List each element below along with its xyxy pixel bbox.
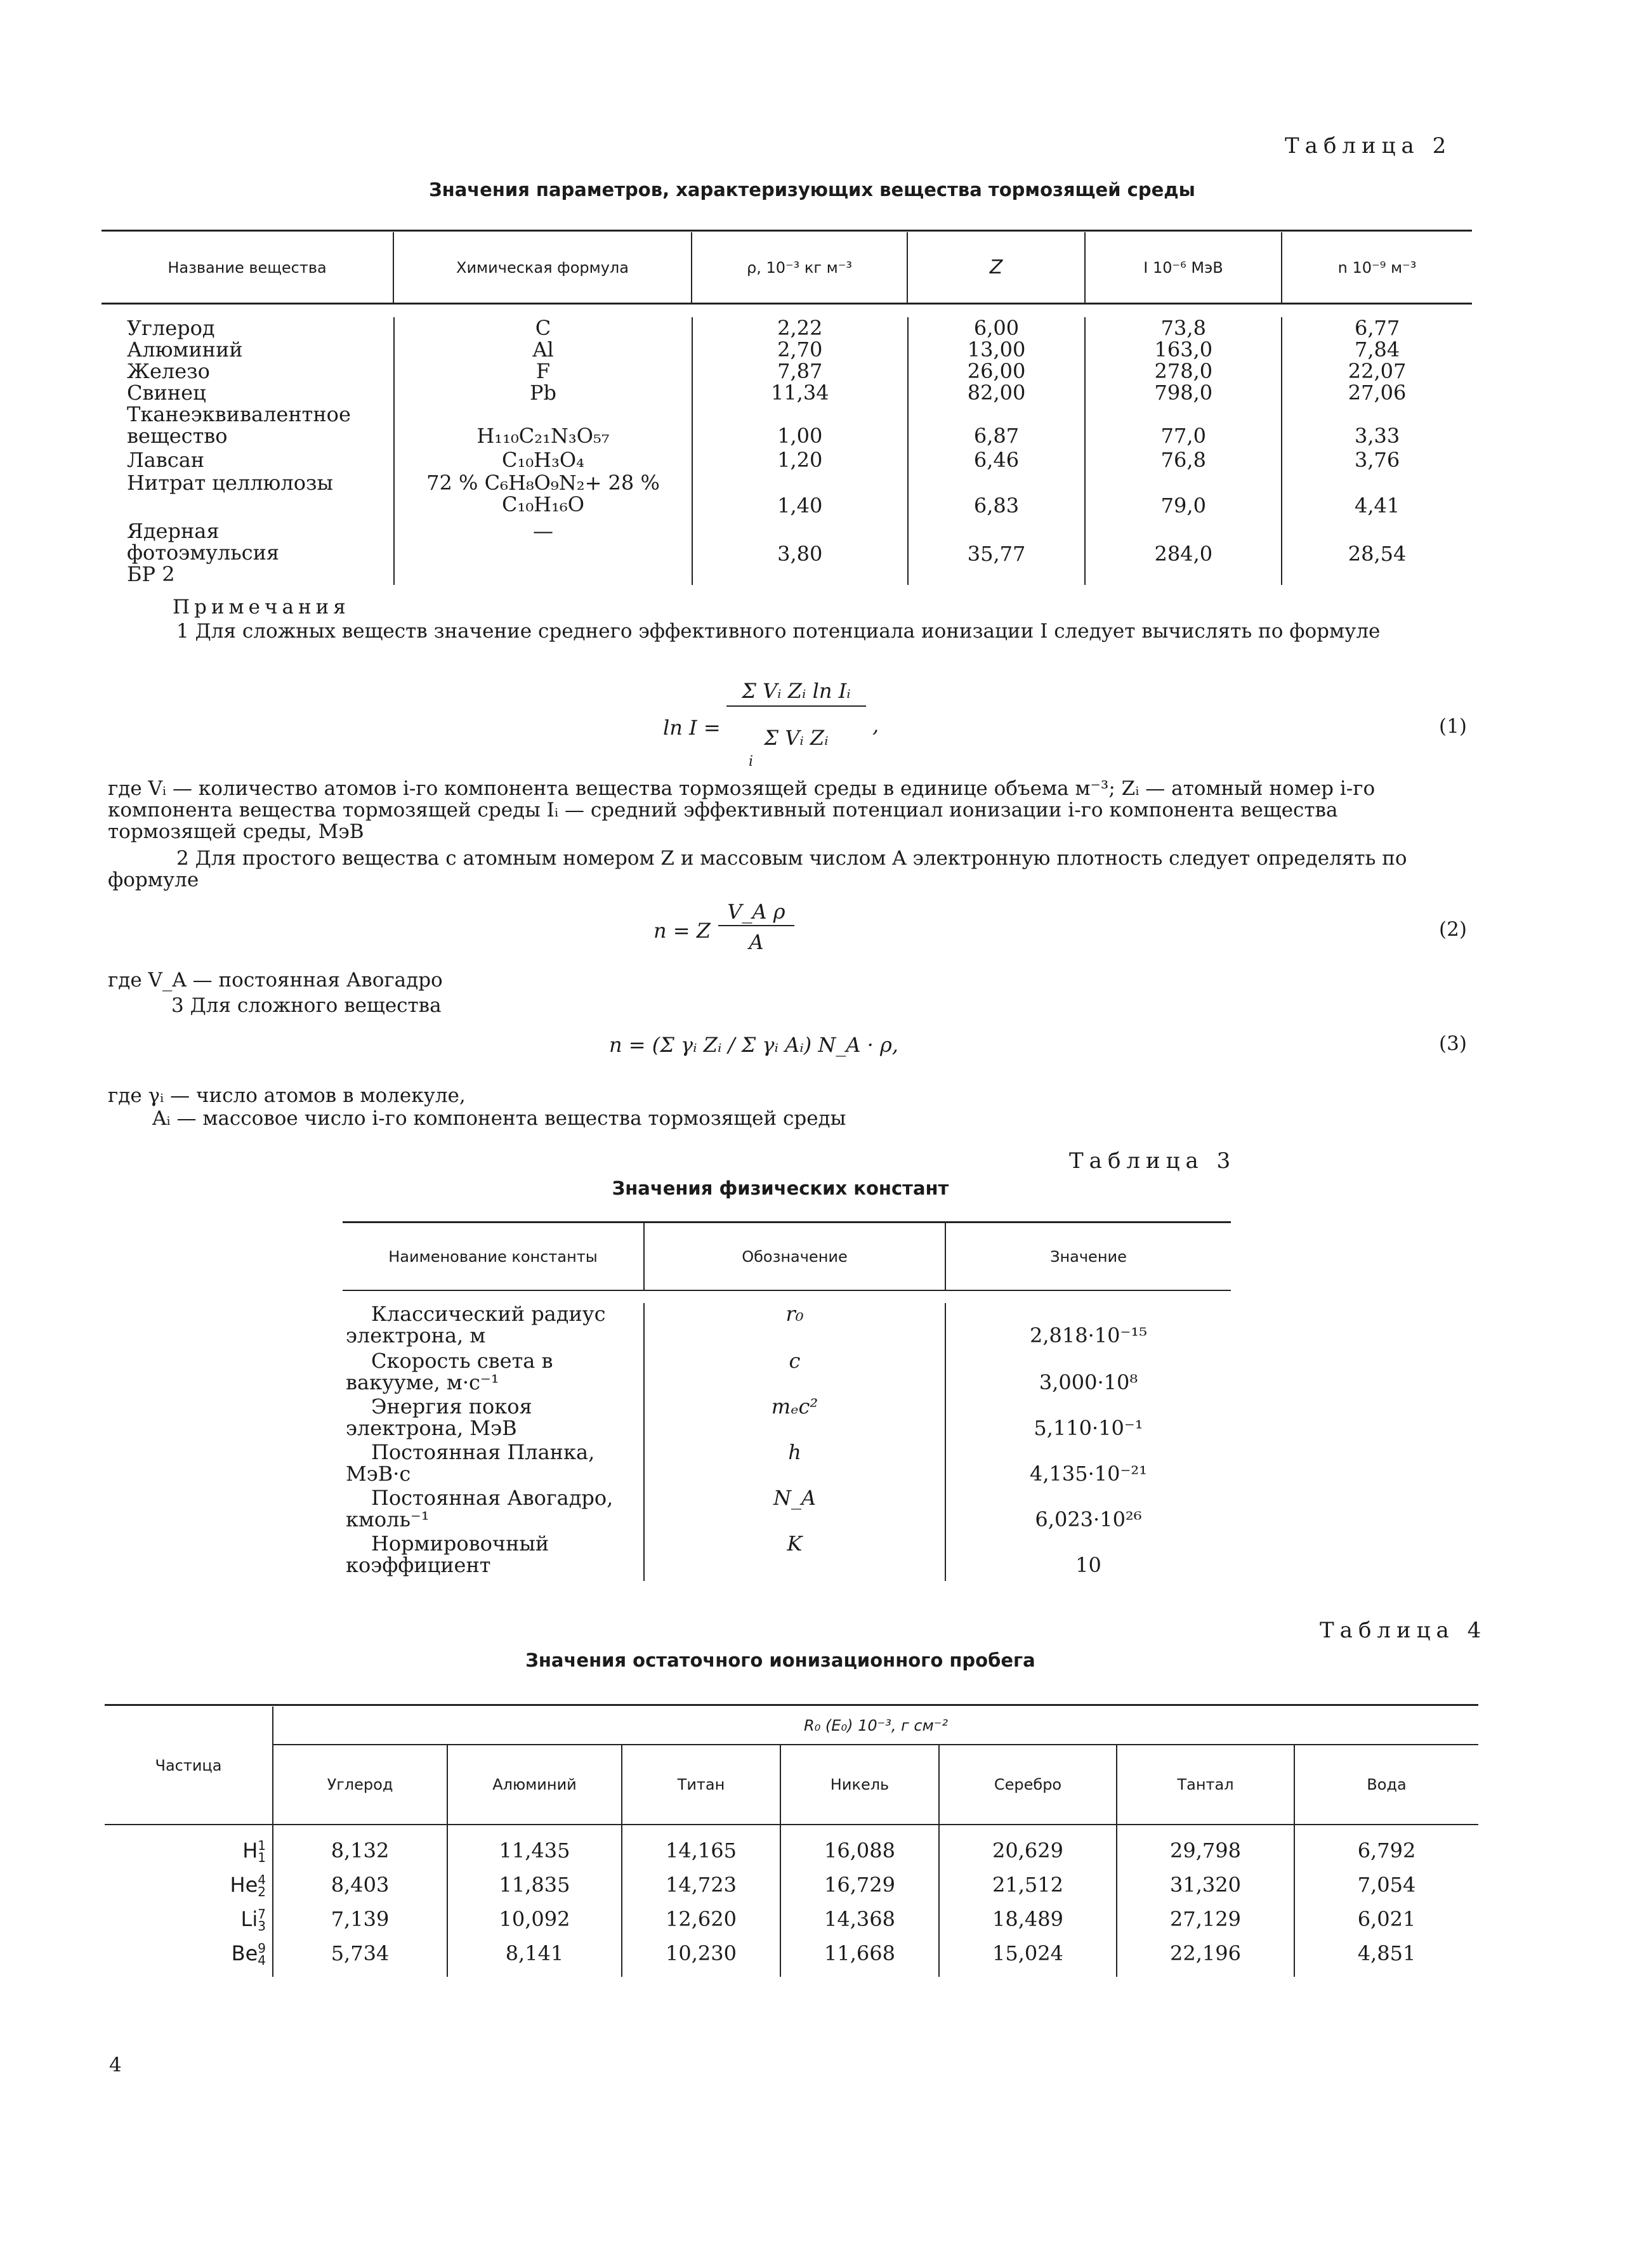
notes-heading: Примечания: [173, 596, 350, 619]
t4-cell: 12,620: [622, 1908, 780, 1943]
t3-value: 2,818·10⁻¹⁵: [945, 1303, 1231, 1350]
t4-cell: 18,489: [939, 1908, 1117, 1943]
t2-n: 7,84: [1354, 338, 1400, 362]
t2-i: 284,0: [1085, 520, 1282, 585]
t3-name: Нормировочный коэффициент: [346, 1531, 549, 1577]
t2-rho: 2,70: [777, 338, 823, 362]
table-row: [102, 317, 1472, 403]
table3: [343, 1223, 1231, 1291]
table3-label: Таблица 3: [1069, 1148, 1237, 1174]
t2-name: Нитрат целлюлозы: [127, 471, 333, 495]
t4-cell: 5,734: [273, 1943, 447, 1977]
t4-cell: 16,088: [780, 1840, 939, 1874]
t4-header-group: R₀ (E₀) 10⁻³, г см⁻²: [273, 1707, 1478, 1745]
table2-label: Таблица 2: [1285, 133, 1452, 159]
t4-particle: Be 9 4: [231, 1941, 266, 1968]
t4-cell: 11,835: [447, 1874, 622, 1908]
where-3b: Aᵢ — массовое число i-го компонента вещества тормозящей среды: [152, 1107, 846, 1130]
table-row: [102, 520, 1472, 585]
t2-rho: 1,00: [692, 403, 908, 449]
t4-header-col: Титан: [622, 1745, 780, 1825]
t2-name: Лавсан: [127, 448, 205, 472]
table-row: [105, 1908, 1478, 1943]
t4-cell: 16,729: [780, 1874, 939, 1908]
formula-1-denominator: Σ Vᵢ Zᵢ: [764, 726, 829, 750]
t4-header-col: Тантал: [1117, 1745, 1294, 1825]
t4-cell: 20,629: [939, 1840, 1117, 1874]
t3-value: 6,023·10²⁶: [945, 1487, 1231, 1533]
t2-formula: Al: [532, 338, 554, 362]
t2-name: Свинец: [127, 381, 206, 405]
t3-value: 4,135·10⁻²¹: [945, 1441, 1231, 1487]
t4-cell: 15,024: [939, 1943, 1117, 1977]
table4-label: Таблица 4: [1320, 1618, 1487, 1643]
t4-cell: 4,851: [1294, 1943, 1478, 1977]
formula-1-tail: ,: [872, 713, 879, 737]
where-1: где Vᵢ — количество атомов i-го компонента вещества тормозящей среды в единице объема м⁻³; Zᵢ — атомный номер i-го компонента вещества тормозящей среды Iᵢ — средний эффективный потенциал ионизации i-го компонента вещества тормозящей среды, МэВ: [108, 777, 1376, 843]
t2-name: Железо: [127, 359, 210, 383]
t4-cell: 22,196: [1117, 1943, 1294, 1977]
t2-rho: 2,22: [777, 316, 823, 340]
t2-z: 6,00: [973, 316, 1020, 340]
t2-z: 6,46: [908, 449, 1086, 472]
t2-rho: 3,80: [692, 520, 908, 585]
t4-cell: 27,129: [1117, 1908, 1294, 1943]
t2-formula: H₁₁₀C₂₁N₃O₅₇: [394, 403, 692, 449]
t4-particle: He 4 2: [230, 1872, 266, 1899]
table-row: [343, 1303, 1231, 1350]
t4-cell: 8,141: [447, 1943, 622, 1977]
table-row: [105, 1874, 1478, 1908]
t4-cell: 10,230: [622, 1943, 780, 1977]
formula-2-number: (2): [1439, 918, 1467, 941]
t4-cell: 21,512: [939, 1874, 1117, 1908]
formula-1-numerator: Σ Vᵢ Zᵢ ln Iᵢ: [726, 679, 866, 707]
t4-header-col: Вода: [1294, 1745, 1478, 1825]
t2-z: 26,00: [967, 359, 1026, 383]
t2-formula: —: [394, 520, 692, 585]
note-2: 2 Для простого вещества с атомным номером Z и массовым числом A электронную плотность следует определять по формуле: [108, 847, 1407, 891]
t4-cell: 11,668: [780, 1943, 939, 1977]
t2-i: 76,8: [1085, 449, 1282, 472]
t3-name: Постоянная Планка, МэВ·с: [346, 1440, 595, 1486]
t2-header-n: n 10⁻⁹ м⁻³: [1282, 232, 1472, 303]
t2-header-formula: Химическая формула: [393, 232, 692, 303]
t2-n: 22,07: [1348, 359, 1407, 383]
t4-cell: 7,139: [273, 1908, 447, 1943]
t2-name: Тканеэквивалентное вещество: [127, 402, 351, 448]
note-3: 3 Для сложного вещества: [171, 994, 442, 1017]
t2-n: 6,77: [1354, 316, 1400, 340]
t2-name: Алюминий: [127, 338, 243, 362]
t3-symbol: c: [644, 1350, 945, 1396]
table-row: [343, 1487, 1231, 1533]
t2-z: 35,77: [908, 520, 1086, 585]
t2-name: Ядерная фотоэмульсия БР 2: [127, 519, 280, 586]
t4-header-particle: Частица: [105, 1707, 273, 1825]
t3-name: Скорость света в вакууме, м·с⁻¹: [346, 1349, 553, 1394]
table-row: [102, 472, 1472, 520]
t4-cell: 8,132: [273, 1840, 447, 1874]
table2-title: Значения параметров, характеризующих вещества тормозящей среды: [429, 179, 1195, 200]
t3-value: 5,110·10⁻¹: [945, 1396, 1231, 1441]
formula-2-denominator: A: [749, 930, 764, 954]
t2-i: 798,0: [1154, 381, 1213, 405]
formula-1-lhs: ln I =: [663, 716, 721, 740]
t2-z: 82,00: [967, 381, 1026, 405]
note-1: 1 Для сложных веществ значение среднего эффективного потенциала ионизации I следует вычислять по формуле: [176, 620, 1381, 643]
t3-symbol: mₑc²: [644, 1396, 945, 1441]
t3-header-symbol: Обозначение: [644, 1223, 945, 1290]
table-row: [343, 1396, 1231, 1441]
t2-rho: 1,20: [692, 449, 908, 472]
where-3a: где γᵢ — число атомов в молекуле,: [108, 1084, 466, 1107]
page-number: 4: [109, 2054, 122, 2076]
t3-name: Классический радиус электрона, м: [346, 1302, 606, 1347]
t2-formula: C₁₀H₃O₄: [394, 449, 692, 472]
table-row: [102, 449, 1472, 472]
t2-header-z: Z: [907, 232, 1085, 303]
t4-header-col: Алюминий: [447, 1745, 622, 1825]
t2-n: 3,33: [1282, 403, 1472, 449]
t2-z: 6,87: [908, 403, 1086, 449]
t3-header-name: Наименование константы: [388, 1247, 598, 1266]
t4-particle: H 1 1: [242, 1838, 266, 1865]
t4-particle: Li 7 3: [240, 1906, 266, 1934]
formula-3: n = (Σ γᵢ Zᵢ / Σ γᵢ Aᵢ) N_A · ρ,: [609, 1033, 898, 1057]
t2-i: 79,0: [1085, 472, 1282, 520]
formula-2-lhs: n = Z: [654, 919, 711, 943]
formula-1-number: (1): [1439, 715, 1467, 738]
t2-i: 278,0: [1154, 359, 1213, 383]
t4-cell: 10,092: [447, 1908, 622, 1943]
t3-symbol: K: [644, 1533, 945, 1581]
t2-n: 27,06: [1348, 381, 1407, 405]
t2-n: 28,54: [1282, 520, 1472, 585]
table-row: [105, 1840, 1478, 1874]
t2-rho: 7,87: [777, 359, 823, 383]
t4-cell: 6,021: [1294, 1908, 1478, 1943]
t3-value: 3,000·10⁸: [945, 1350, 1231, 1396]
t3-symbol: r₀: [644, 1303, 945, 1350]
t2-formula: 72 % C₆H₈O₉N₂+ 28 % C₁₀H₁₆O: [394, 472, 692, 520]
t2-formula: F: [535, 359, 551, 383]
t4-cell: 11,435: [447, 1840, 622, 1874]
t4-cell: 7,054: [1294, 1874, 1478, 1908]
t2-name: Углерод: [127, 316, 215, 340]
table-row: [343, 1441, 1231, 1487]
t4-cell: 31,320: [1117, 1874, 1294, 1908]
t2-z: 13,00: [967, 338, 1026, 362]
t2-n: 4,41: [1282, 472, 1472, 520]
table3-title: Значения физических констант: [612, 1177, 949, 1199]
t3-symbol: h: [644, 1441, 945, 1487]
t4-cell: 14,165: [622, 1840, 780, 1874]
t4-header-col: Никель: [780, 1745, 939, 1825]
t2-z: 6,83: [908, 472, 1086, 520]
t4-cell: 14,723: [622, 1874, 780, 1908]
where-2: где V_A — постоянная Авогадро: [108, 969, 443, 992]
table-row: [102, 403, 1472, 449]
t2-header-i: I 10⁻⁶ МэВ: [1085, 232, 1282, 303]
t2-n: 3,76: [1282, 449, 1472, 472]
t2-i: 163,0: [1154, 338, 1213, 362]
formula-3-number: (3): [1439, 1032, 1467, 1055]
t2-formula: Pb: [529, 381, 556, 405]
t4-cell: 8,403: [273, 1874, 447, 1908]
t4-cell: 29,798: [1117, 1840, 1294, 1874]
formula-2-numerator: V_A ρ: [718, 900, 794, 926]
t3-value: 10: [945, 1533, 1231, 1581]
t3-name: Энергия покоя электрона, МэВ: [346, 1394, 532, 1440]
t2-header-name: Название вещества: [167, 258, 327, 277]
table-row: [343, 1533, 1231, 1581]
t2-i: 73,8: [1160, 316, 1206, 340]
table3-body: [343, 1303, 1231, 1581]
t3-name: Постоянная Авогадро, кмоль⁻¹: [346, 1486, 614, 1531]
table-row: [343, 1350, 1231, 1396]
t4-header-col: Углерод: [273, 1745, 447, 1825]
table2: [102, 232, 1472, 304]
t3-symbol: N_A: [644, 1487, 945, 1533]
t4-cell: 14,368: [780, 1908, 939, 1943]
table-row: [105, 1943, 1478, 1977]
table2-body: [102, 317, 1472, 585]
t2-rho: 1,40: [692, 472, 908, 520]
t3-header-value: Значение: [945, 1223, 1231, 1290]
t2-header-rho: ρ, 10⁻³ кг м⁻³: [692, 232, 907, 303]
t4-cell: 6,792: [1294, 1840, 1478, 1874]
t2-i: 77,0: [1085, 403, 1282, 449]
table4-title: Значения остаточного ионизационного пробега: [525, 1649, 1035, 1671]
t4-header-col: Серебро: [939, 1745, 1117, 1825]
formula-1-index: i: [749, 754, 754, 770]
t2-formula: C: [535, 316, 551, 340]
table4: [105, 1707, 1478, 1977]
t2-rho: 11,34: [770, 381, 829, 405]
